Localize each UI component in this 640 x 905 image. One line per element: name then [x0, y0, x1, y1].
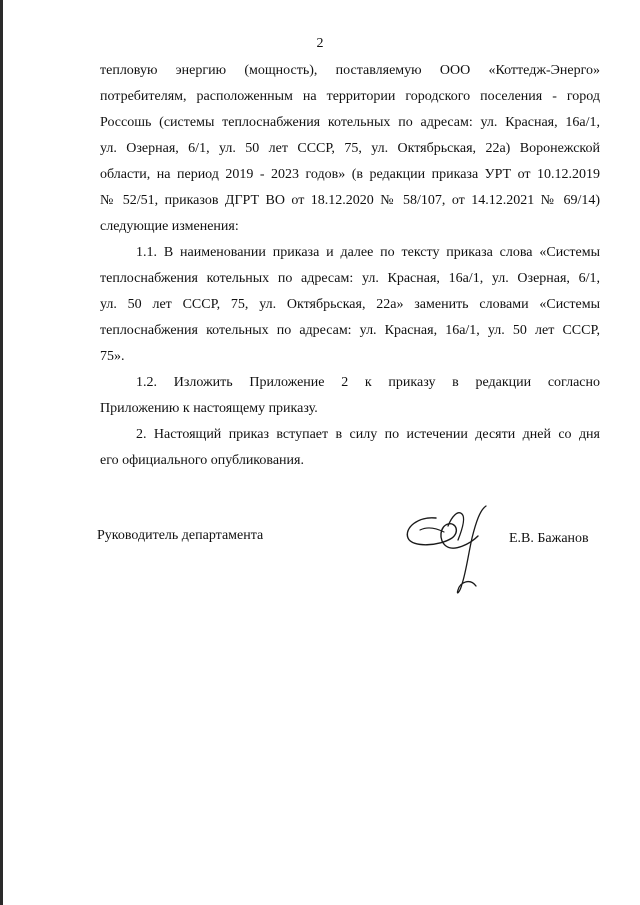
body-line: теплоснабжения котельных по адресам: ул. Красная, 16а/1, ул. Озерная, 6/1, [100, 271, 600, 286]
body-line: потребителям, расположенным на территории городского поселения - город [100, 89, 600, 104]
body-line: ул. 50 лет СССР, 75, ул. Октябрьская, 22а» заменить словами «Системы [100, 297, 600, 312]
body-line: следующие изменения: [100, 219, 239, 234]
body-line: тепловую энергию (мощность), поставляемую ООО «Коттедж-Энерго» [100, 63, 600, 78]
body-line: теплоснабжения котельных по адресам: ул. Красная, 16а/1, ул. 50 лет СССР, [100, 323, 600, 338]
body-line: 2. Настоящий приказ вступает в силу по истечении десяти дней со дня [136, 427, 600, 442]
body-line: № 52/51, приказов ДГРТ ВО от 18.12.2020 № 58/107, от 14.12.2021 № 69/14) [100, 193, 600, 208]
body-line: 1.1. В наименовании приказа и далее по тексту приказа слова «Системы [136, 245, 600, 260]
page-number: 2 [316, 36, 324, 51]
body-line: 1.2. Изложить Приложение 2 к приказу в редакции согласно [136, 375, 600, 390]
handwritten-signature-icon [400, 500, 500, 600]
signatory-title: Руководитель департамента [97, 528, 264, 543]
body-line: Россошь (системы теплоснабжения котельных по адресам: ул. Красная, 16а/1, [100, 115, 600, 130]
body-line: Приложению к настоящему приказу. [100, 401, 318, 416]
body-line: области, на период 2019 - 2023 годов» (в редакции приказа УРТ от 10.12.2019 [100, 167, 600, 182]
body-line: 75». [100, 349, 125, 364]
signatory-name: Е.В. Бажанов [509, 531, 589, 546]
body-line: ул. Озерная, 6/1, ул. 50 лет СССР, 75, ул. Октябрьская, 22а) Воронежской [100, 141, 600, 156]
body-line: его официального опубликования. [100, 453, 304, 468]
